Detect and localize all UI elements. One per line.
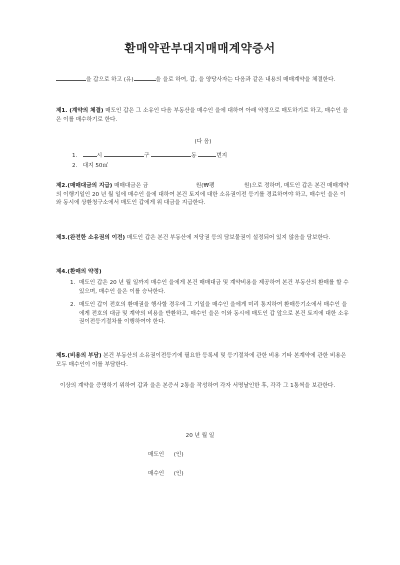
article-5 (56, 352, 350, 369)
article-3-body: 매도인 갑은 본건 부동산에 저당권 등의 담보물권이 설정되어 있지 않음을 담보한다. (126, 235, 331, 241)
signature-seal: (인) (173, 471, 184, 477)
document-title: 환매약관부대지매매계약증서 (124, 41, 276, 55)
article-2 (56, 182, 350, 208)
property-heading: (다 음) (194, 139, 212, 145)
article-2-body-a: 매매대금은 금 (114, 183, 149, 189)
seller-signature-line (148, 451, 184, 460)
lot-number-blank (198, 150, 216, 157)
district-blank (104, 150, 144, 157)
article-4-item-text: 매도인 갑은 20 년 월 일까지 매수인 을에게 본건 매매대금 및 계약비용을 제공하여 본건 부동산의 환매를 할 수 있으며, 매수인 을은 이를 승낙한다. (79, 280, 349, 295)
dong-blank (151, 150, 191, 157)
article-4-item (70, 301, 350, 327)
buyer-signature-line (148, 470, 184, 479)
article-1-body: 매도인 갑은 그 소유인 다음 부동산을 매수인 을에 대하여 아래 약정으로 매도하기로 하고, 매수인 을은 이를 매수하기로 한다. (56, 108, 349, 123)
article-5-heading: 제5.(비용의 부담) (56, 353, 102, 359)
article-2-heading: 제2.(매매대금의 지급) (56, 183, 113, 189)
city-blank (83, 150, 97, 157)
article-4-heading-text: 제4.(환매의 약정) (56, 269, 102, 275)
intro-buyer-prefix: (유) (123, 77, 134, 83)
property-item-number: 2. (72, 163, 78, 169)
article-3-heading: 제3.(완전한 소유권의 이전) (56, 235, 126, 241)
property-item-land-text: 대지 50㎡ (82, 163, 109, 169)
signature-seal: (인) (173, 452, 184, 458)
seller-name-blank (56, 74, 86, 81)
intro-seller-suffix: 을 갑으로 하고 (86, 77, 122, 83)
buyer-name-blank (134, 74, 156, 81)
article-2-body-c: 원)으로 정하며, 매도인 갑은 본건 매매계약의 이행기일인 20 년 월 일에 매수인 을에 대하여 본건 토지에 대한 소유권이전 등기를 경료하여야 하고, 매수인 을은 이와 동시에 상환청구소에서 매도인 갑에게 위 대금을 지급한다. (56, 183, 349, 207)
contract-date: 20 년 월 일 (185, 433, 215, 439)
article-4-item-number: 2. (70, 302, 76, 308)
property-item-number: 1. (72, 153, 78, 159)
article-2-body-b: 원(₩팽 (195, 183, 215, 189)
article-1-heading: 제1. (계약의 체결) (56, 108, 104, 114)
signature-role: 매수인 (148, 471, 165, 477)
address-dong-label: 동 (191, 153, 197, 159)
property-item-land (72, 162, 348, 171)
intro-buyer-suffix: 을 을로 하여, 갑, 을 양당사자는 다음과 같은 내용의 매매계약을 체결한다. (155, 77, 336, 83)
article-3 (56, 234, 350, 243)
article-4-item-text: 매도인 갑이 전호의 환매권을 행사할 경우에 그 기일을 매수인 을에게 미리 통지하여 환매등기소에서 매수인 을에게 전호의 대금 및 계약의 비용을 반환하고, 매수인 을은 이와 동시에 매도인 갑 앞으로 본건 토지에 대한 소유권이전등기절차를 이행하여야 한다. (79, 302, 349, 326)
address-district-label: 구 (143, 153, 150, 159)
article-5-body: 본건 부동산의 소유권이전등기에 필요한 등록세 및 등기절차에 관한 비용 기타 본계약에 관한 비용은 모두 매수인이 이를 부담한다. (56, 353, 347, 368)
article-4-item (70, 279, 350, 296)
intro-paragraph (56, 74, 350, 85)
article-4-item-number: 1. (70, 280, 76, 286)
article-1 (56, 107, 350, 124)
article-4-heading (56, 268, 350, 277)
property-item-address (72, 150, 348, 161)
address-lot-label: 번지 (216, 153, 228, 159)
address-city-label: 시 (96, 153, 103, 159)
closing-paragraph: 이상의 계약을 증명하기 위하여 갑과 을은 본증서 2통을 작성하여 각자 서명날인한 후, 각각 그 1통씩을 보관한다. (60, 383, 336, 389)
signature-role: 매도인 (148, 452, 165, 458)
